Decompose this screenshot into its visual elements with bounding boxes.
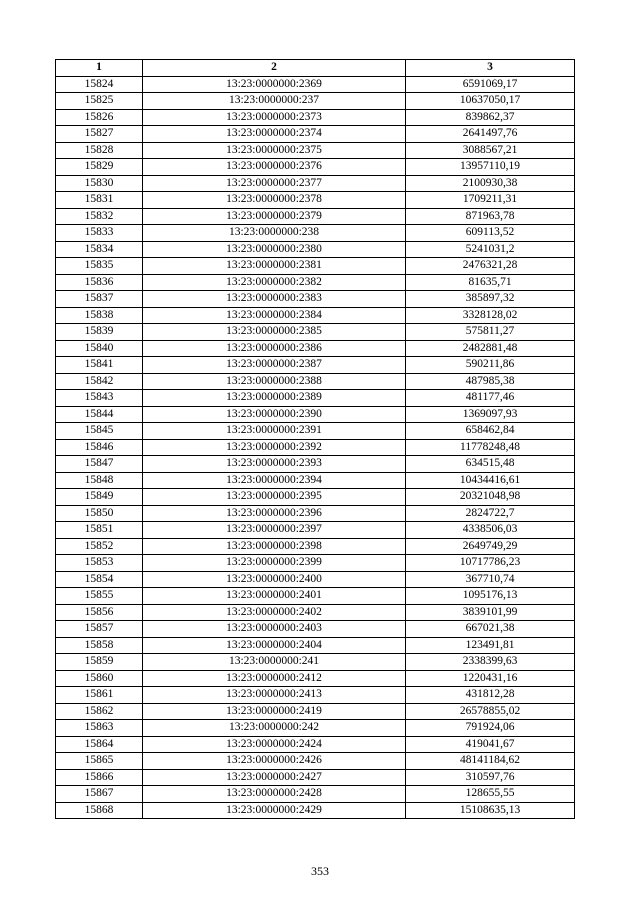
table-row — [56, 76, 575, 93]
value-cell: 2649749,29 — [406, 538, 575, 555]
row-number-cell: 15835 — [56, 258, 143, 275]
value-cell: 128655,55 — [406, 786, 575, 803]
row-number-cell: 15848 — [56, 472, 143, 489]
column-header-3: 3 — [406, 60, 575, 77]
value-cell: 609113,52 — [406, 225, 575, 242]
value-cell: 5241031,2 — [406, 241, 575, 258]
table-row — [56, 109, 575, 126]
table-row — [56, 571, 575, 588]
cadastral-number-cell: 13:23:0000000:2403 — [143, 621, 406, 638]
value-cell: 10717786,23 — [406, 555, 575, 572]
table-row — [56, 472, 575, 489]
cadastral-number-cell: 13:23:0000000:2402 — [143, 604, 406, 621]
table-row — [56, 687, 575, 704]
row-number-cell: 15829 — [56, 159, 143, 176]
value-cell: 419041,67 — [406, 736, 575, 753]
row-number-cell: 15844 — [56, 406, 143, 423]
row-number-cell: 15849 — [56, 489, 143, 506]
row-number-cell: 15840 — [56, 340, 143, 357]
data-table — [55, 59, 575, 819]
cadastral-number-cell: 13:23:0000000:2400 — [143, 571, 406, 588]
row-number-cell: 15856 — [56, 604, 143, 621]
cadastral-number-cell: 13:23:0000000:2395 — [143, 489, 406, 506]
row-number-cell: 15828 — [56, 142, 143, 159]
table-row — [56, 175, 575, 192]
cadastral-number-cell: 13:23:0000000:2426 — [143, 753, 406, 770]
cadastral-number-cell: 13:23:0000000:2388 — [143, 373, 406, 390]
value-cell: 667021,38 — [406, 621, 575, 638]
table-row — [56, 258, 575, 275]
table-row — [56, 390, 575, 407]
value-cell: 431812,28 — [406, 687, 575, 704]
value-cell: 871963,78 — [406, 208, 575, 225]
value-cell: 48141184,62 — [406, 753, 575, 770]
cadastral-number-cell: 13:23:0000000:2397 — [143, 522, 406, 539]
cadastral-number-cell: 13:23:0000000:2390 — [143, 406, 406, 423]
value-cell: 3088567,21 — [406, 142, 575, 159]
table-row — [56, 126, 575, 143]
table-row — [56, 505, 575, 522]
cadastral-number-cell: 13:23:0000000:237 — [143, 93, 406, 110]
table-row — [56, 802, 575, 819]
value-cell: 1369097,93 — [406, 406, 575, 423]
table-row — [56, 522, 575, 539]
cadastral-number-cell: 13:23:0000000:2393 — [143, 456, 406, 473]
row-number-cell: 15847 — [56, 456, 143, 473]
cadastral-number-cell: 13:23:0000000:2384 — [143, 307, 406, 324]
table-row — [56, 753, 575, 770]
row-number-cell: 15865 — [56, 753, 143, 770]
table-row — [56, 423, 575, 440]
table-row — [56, 489, 575, 506]
value-cell: 2482881,48 — [406, 340, 575, 357]
row-number-cell: 15837 — [56, 291, 143, 308]
cadastral-number-cell: 13:23:0000000:2428 — [143, 786, 406, 803]
cadastral-number-cell: 13:23:0000000:2396 — [143, 505, 406, 522]
cadastral-number-cell: 13:23:0000000:2401 — [143, 588, 406, 605]
table-row — [56, 720, 575, 737]
value-cell: 81635,71 — [406, 274, 575, 291]
value-cell: 1709211,31 — [406, 192, 575, 209]
table-row — [56, 291, 575, 308]
row-number-cell: 15833 — [56, 225, 143, 242]
cadastral-number-cell: 13:23:0000000:238 — [143, 225, 406, 242]
value-cell: 658462,84 — [406, 423, 575, 440]
table-row — [56, 538, 575, 555]
cadastral-number-cell: 13:23:0000000:2398 — [143, 538, 406, 555]
value-cell: 6591069,17 — [406, 76, 575, 93]
value-cell: 385897,32 — [406, 291, 575, 308]
cadastral-number-cell: 13:23:0000000:2391 — [143, 423, 406, 440]
cadastral-number-cell: 13:23:0000000:2373 — [143, 109, 406, 126]
value-cell: 2338399,63 — [406, 654, 575, 671]
cadastral-number-cell: 13:23:0000000:241 — [143, 654, 406, 671]
value-cell: 15108635,13 — [406, 802, 575, 819]
row-number-cell: 15846 — [56, 439, 143, 456]
value-cell: 3328128,02 — [406, 307, 575, 324]
cadastral-number-cell: 13:23:0000000:2383 — [143, 291, 406, 308]
value-cell: 367710,74 — [406, 571, 575, 588]
table-row — [56, 555, 575, 572]
row-number-cell: 15864 — [56, 736, 143, 753]
table-row — [56, 159, 575, 176]
cadastral-number-cell: 13:23:0000000:2387 — [143, 357, 406, 374]
table-row — [56, 654, 575, 671]
cadastral-number-cell: 13:23:0000000:2386 — [143, 340, 406, 357]
row-number-cell: 15866 — [56, 769, 143, 786]
value-cell: 10434416,61 — [406, 472, 575, 489]
row-number-cell: 15858 — [56, 637, 143, 654]
cadastral-number-cell: 13:23:0000000:2379 — [143, 208, 406, 225]
row-number-cell: 15832 — [56, 208, 143, 225]
table-row — [56, 192, 575, 209]
cadastral-number-cell: 13:23:0000000:2374 — [143, 126, 406, 143]
cadastral-number-cell: 13:23:0000000:2377 — [143, 175, 406, 192]
value-cell: 26578855,02 — [406, 703, 575, 720]
cadastral-number-cell: 13:23:0000000:2424 — [143, 736, 406, 753]
row-number-cell: 15861 — [56, 687, 143, 704]
cadastral-number-cell: 13:23:0000000:2369 — [143, 76, 406, 93]
cadastral-number-cell: 13:23:0000000:2413 — [143, 687, 406, 704]
table-row — [56, 604, 575, 621]
cadastral-number-cell: 13:23:0000000:2382 — [143, 274, 406, 291]
column-header-1: 1 — [56, 60, 143, 77]
value-cell: 2824722,7 — [406, 505, 575, 522]
value-cell: 4338506,03 — [406, 522, 575, 539]
row-number-cell: 15851 — [56, 522, 143, 539]
table-row — [56, 225, 575, 242]
table-body — [56, 76, 575, 819]
cadastral-number-cell: 13:23:0000000:2404 — [143, 637, 406, 654]
table-row — [56, 274, 575, 291]
value-cell: 481177,46 — [406, 390, 575, 407]
table-row — [56, 769, 575, 786]
column-header-2: 2 — [143, 60, 406, 77]
cadastral-number-cell: 13:23:0000000:2429 — [143, 802, 406, 819]
value-cell: 123491,81 — [406, 637, 575, 654]
row-number-cell: 15860 — [56, 670, 143, 687]
table-row — [56, 588, 575, 605]
row-number-cell: 15827 — [56, 126, 143, 143]
value-cell: 634515,48 — [406, 456, 575, 473]
table-row — [56, 340, 575, 357]
row-number-cell: 15857 — [56, 621, 143, 638]
value-cell: 791924,06 — [406, 720, 575, 737]
cadastral-number-cell: 13:23:0000000:2392 — [143, 439, 406, 456]
cadastral-number-cell: 13:23:0000000:2419 — [143, 703, 406, 720]
cadastral-number-cell: 13:23:0000000:242 — [143, 720, 406, 737]
value-cell: 2100930,38 — [406, 175, 575, 192]
table-row — [56, 736, 575, 753]
row-number-cell: 15841 — [56, 357, 143, 374]
row-number-cell: 15863 — [56, 720, 143, 737]
table-row — [56, 456, 575, 473]
row-number-cell: 15845 — [56, 423, 143, 440]
table-row — [56, 357, 575, 374]
row-number-cell: 15852 — [56, 538, 143, 555]
page-number: 353 — [311, 864, 329, 878]
row-number-cell: 15825 — [56, 93, 143, 110]
value-cell: 839862,37 — [406, 109, 575, 126]
table-row — [56, 373, 575, 390]
table-row — [56, 786, 575, 803]
cadastral-number-cell: 13:23:0000000:2385 — [143, 324, 406, 341]
table-row — [56, 406, 575, 423]
cadastral-number-cell: 13:23:0000000:2412 — [143, 670, 406, 687]
row-number-cell: 15842 — [56, 373, 143, 390]
cadastral-number-cell: 13:23:0000000:2381 — [143, 258, 406, 275]
table-header-row — [56, 60, 575, 77]
value-cell: 20321048,98 — [406, 489, 575, 506]
table-row — [56, 670, 575, 687]
cadastral-number-cell: 13:23:0000000:2427 — [143, 769, 406, 786]
value-cell: 10637050,17 — [406, 93, 575, 110]
cadastral-number-cell: 13:23:0000000:2394 — [143, 472, 406, 489]
row-number-cell: 15838 — [56, 307, 143, 324]
row-number-cell: 15867 — [56, 786, 143, 803]
row-number-cell: 15824 — [56, 76, 143, 93]
table-row — [56, 307, 575, 324]
table-row — [56, 208, 575, 225]
table-row — [56, 241, 575, 258]
value-cell: 1095176,13 — [406, 588, 575, 605]
table-row — [56, 324, 575, 341]
cadastral-number-cell: 13:23:0000000:2380 — [143, 241, 406, 258]
value-cell: 1220431,16 — [406, 670, 575, 687]
row-number-cell: 15826 — [56, 109, 143, 126]
row-number-cell: 15855 — [56, 588, 143, 605]
row-number-cell: 15853 — [56, 555, 143, 572]
value-cell: 13957110,19 — [406, 159, 575, 176]
table-row — [56, 93, 575, 110]
row-number-cell: 15868 — [56, 802, 143, 819]
value-cell: 575811,27 — [406, 324, 575, 341]
value-cell: 2476321,28 — [406, 258, 575, 275]
cadastral-number-cell: 13:23:0000000:2375 — [143, 142, 406, 159]
value-cell: 2641497,76 — [406, 126, 575, 143]
value-cell: 310597,76 — [406, 769, 575, 786]
cadastral-number-cell: 13:23:0000000:2378 — [143, 192, 406, 209]
row-number-cell: 15854 — [56, 571, 143, 588]
row-number-cell: 15850 — [56, 505, 143, 522]
value-cell: 3839101,99 — [406, 604, 575, 621]
table-row — [56, 142, 575, 159]
value-cell: 590211,86 — [406, 357, 575, 374]
row-number-cell: 15862 — [56, 703, 143, 720]
row-number-cell: 15831 — [56, 192, 143, 209]
row-number-cell: 15836 — [56, 274, 143, 291]
value-cell: 11778248,48 — [406, 439, 575, 456]
row-number-cell: 15843 — [56, 390, 143, 407]
value-cell: 487985,38 — [406, 373, 575, 390]
row-number-cell: 15859 — [56, 654, 143, 671]
cadastral-number-cell: 13:23:0000000:2399 — [143, 555, 406, 572]
row-number-cell: 15830 — [56, 175, 143, 192]
table-row — [56, 621, 575, 638]
row-number-cell: 15839 — [56, 324, 143, 341]
cadastral-number-cell: 13:23:0000000:2389 — [143, 390, 406, 407]
cadastral-number-cell: 13:23:0000000:2376 — [143, 159, 406, 176]
row-number-cell: 15834 — [56, 241, 143, 258]
table-row — [56, 703, 575, 720]
table-row — [56, 439, 575, 456]
table-row — [56, 637, 575, 654]
